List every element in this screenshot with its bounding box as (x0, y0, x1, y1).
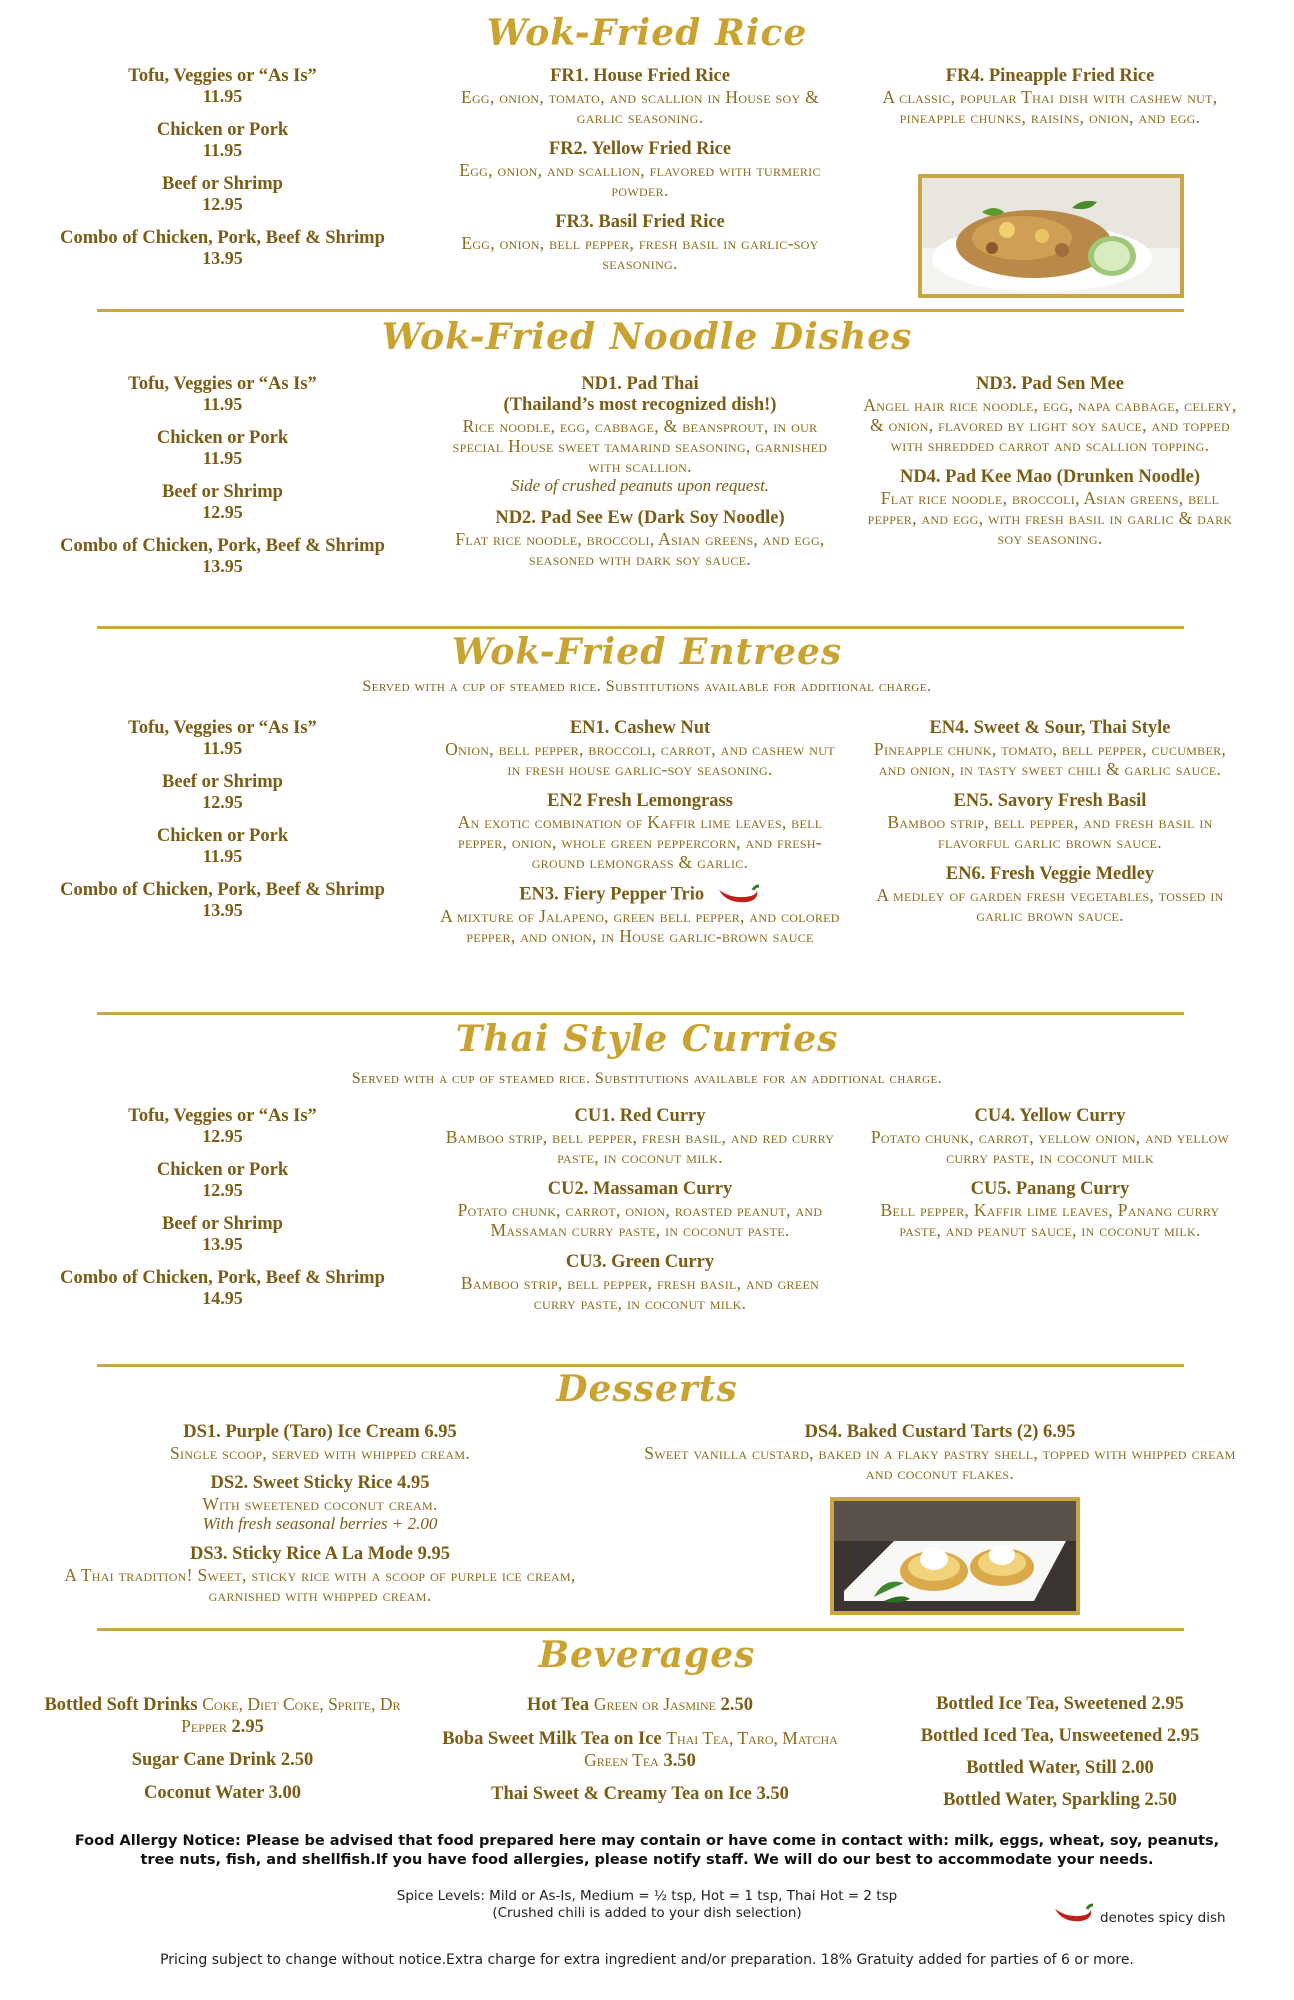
price-value: 11.95 (202, 86, 243, 106)
beverage-item: Bottled Water, Sparkling 2.50 (943, 1790, 1177, 1810)
price-value: 12.95 (202, 1126, 243, 1146)
dish-desc: Pineapple chunk, tomato, bell pepper, cucumber, and onion, in tasty sweet chili & garlic sauce. (873, 739, 1227, 779)
pineapple-fried-rice-photo (918, 174, 1184, 298)
price-value: 11.95 (202, 846, 243, 866)
dish-desc: Egg, onion, tomato, and scallion in House soy & garlic seasoning. (460, 87, 820, 127)
dish-name: EN5. Savory Fresh Basil (953, 791, 1147, 811)
dish-desc: Egg, onion, bell pepper, fresh basil in garlic-soy seasoning. (461, 233, 819, 273)
rice-price-list (40, 66, 405, 282)
beverage-price: 3.50 (663, 1751, 696, 1771)
price-name: Beef or Shrimp (162, 482, 283, 502)
dish-desc: Bamboo strip, bell pepper, and fresh basil in flavorful garlic brown sauce. (887, 812, 1213, 852)
entree-dishes-right (860, 718, 1240, 937)
beverage-item: Bottled Iced Tea, Unsweetened 2.95 (920, 1726, 1200, 1746)
beverage-item: Sugar Cane Drink 2.50 (131, 1750, 314, 1770)
beverage-item (440, 1694, 840, 1716)
price-name: Beef or Shrimp (162, 1214, 283, 1234)
section-divider (97, 1628, 1184, 1631)
dish-desc: Onion, bell pepper, broccoli, carrot, and cashew nut in fresh house garlic-soy seasoning. (445, 739, 835, 779)
beverage-item (40, 1694, 405, 1738)
dish-name: ND3. Pad Sen Mee (976, 374, 1124, 394)
dish-desc: Egg, onion, and scallion, flavored with turmeric powder. (459, 160, 821, 200)
price-name: Chicken or Pork (156, 120, 289, 140)
price-value: 11.95 (202, 738, 243, 758)
beverage-col-1 (40, 1694, 405, 1816)
spice-note: (Crushed chili is added to your dish selection) (492, 1905, 802, 1921)
price-value: 13.95 (202, 248, 243, 268)
price-name: Beef or Shrimp (162, 174, 283, 194)
price-value: 11.95 (202, 448, 243, 468)
section-title-beverages: Beverages (538, 1634, 756, 1676)
curry-dishes-right (860, 1106, 1240, 1252)
dish-desc: Flat rice noodle, broccoli, Asian greens, bell pepper, and egg, with fresh basil in garlic & dark soy seasoning. (867, 488, 1233, 548)
dish-name: DS2. Sweet Sticky Rice 4.95 (210, 1473, 430, 1493)
beverage-price: 2.50 (720, 1695, 754, 1715)
spicy-legend: denotes spicy dish (1100, 1910, 1226, 1926)
dish-subtitle: (Thailand’s most recognized dish!) (503, 395, 777, 415)
section-divider (97, 626, 1184, 629)
dish-desc: Potato chunk, carrot, yellow onion, and yellow curry paste, in coconut milk (870, 1127, 1230, 1167)
dish-desc: Potato chunk, carrot, onion, roasted peanut, and Massaman curry paste, in coconut paste. (457, 1200, 823, 1240)
dish-desc: A medley of garden fresh vegetables, tossed in garlic brown sauce. (876, 885, 1224, 925)
beverage-col-3 (880, 1694, 1240, 1822)
curries-note: Served with a cup of steamed rice. Substitutions available for an additional charge. (351, 1070, 943, 1087)
beverage-name: Bottled Soft Drinks (44, 1695, 198, 1715)
price-name: Beef or Shrimp (162, 772, 283, 792)
dessert-list-left (40, 1422, 600, 1617)
dish-desc: Single scoop, served with whipped cream. (169, 1443, 471, 1463)
spice-levels: Spice Levels: Mild or As-Is, Medium = ½ tsp, Hot = 1 tsp, Thai Hot = 2 tsp (396, 1888, 898, 1904)
price-name: Combo of Chicken, Pork, Beef & Shrimp (60, 536, 385, 556)
beverage-item: Thai Sweet & Creamy Tea on Ice 3.50 (491, 1784, 789, 1804)
price-name: Combo of Chicken, Pork, Beef & Shrimp (60, 880, 385, 900)
dish-name (440, 884, 840, 906)
section-title-curries: Thai Style Curries (455, 1018, 839, 1060)
dish-name: DS3. Sticky Rice A La Mode 9.95 (189, 1544, 451, 1564)
price-name: Combo of Chicken, Pork, Beef & Shrimp (60, 228, 385, 248)
price-value: 13.95 (202, 556, 243, 576)
dish-desc: Rice noodle, egg, cabbage, & beansprout, in our special House sweet tamarind seasoning, garnished with scallion. (452, 416, 828, 476)
dish-desc: Flat rice noodle, broccoli, Asian greens, and egg, seasoned with dark soy sauce. (455, 529, 825, 569)
dish-name: ND1. Pad Thai (581, 374, 699, 394)
price-name: Tofu, Veggies or “As Is” (128, 718, 317, 738)
price-value: 13.95 (202, 1234, 243, 1254)
noodle-dishes-middle (440, 374, 840, 581)
section-title-noodles: Wok-Fried Noodle Dishes (381, 316, 913, 358)
price-value: 12.95 (202, 502, 243, 522)
rice-dishes-middle (440, 66, 840, 285)
dish-name: ND4. Pad Kee Mao (Drunken Noodle) (899, 467, 1201, 487)
beverage-item (440, 1728, 840, 1772)
beverage-name: Hot Tea (526, 1695, 590, 1715)
section-divider (97, 1012, 1184, 1015)
price-value: 12.95 (202, 194, 243, 214)
price-name: Chicken or Pork (156, 1160, 289, 1180)
dish-desc: Bamboo strip, bell pepper, fresh basil, and red curry paste, in coconut milk. (445, 1127, 835, 1167)
dish-name: CU4. Yellow Curry (974, 1106, 1126, 1126)
beverage-desc: Coke, Diet Coke, Sprite, Dr Pepper (181, 1694, 401, 1736)
noodle-dishes-right (860, 374, 1240, 560)
dish-desc: Bell pepper, Kaffir lime leaves, Panang curry paste, and peanut sauce, in coconut milk. (880, 1200, 1220, 1240)
price-value: 12.95 (202, 1180, 243, 1200)
price-value: 14.95 (202, 1288, 243, 1308)
price-value: 11.95 (202, 140, 243, 160)
noodle-price-list (40, 374, 405, 590)
section-divider (97, 1364, 1184, 1367)
price-value: 12.95 (202, 792, 243, 812)
price-name: Tofu, Veggies or “As Is” (128, 374, 317, 394)
beverage-desc: Green or Jasmine (593, 1694, 717, 1714)
price-name: Chicken or Pork (156, 428, 289, 448)
price-name: Combo of Chicken, Pork, Beef & Shrimp (60, 1268, 385, 1288)
beverage-item: Coconut Water 3.00 (143, 1783, 302, 1803)
dish-name: FR3. Basil Fried Rice (555, 212, 725, 232)
beverage-item: Bottled Ice Tea, Sweetened 2.95 (936, 1694, 1184, 1714)
dish-name: EN4. Sweet & Sour, Thai Style (929, 718, 1171, 738)
entrees-note: Served with a cup of steamed rice. Substitutions available for additional charge. (362, 678, 932, 695)
allergy-notice: Food Allergy Notice: Please be advised that food prepared here may contain or have come in contact with: milk, eggs, wheat, soy, peanuts, tree nuts, fish, and shellfish.If you have food allergies, please notify staff. We will do our best to accommodate your needs. (74, 1833, 1220, 1868)
pricing-notice: Pricing subject to change without notice.Extra charge for extra ingredient and/or preparation. 18% Gratuity added for parties of 6 or more. (160, 1952, 1134, 1968)
dish-name: DS1. Purple (Taro) Ice Cream 6.95 (183, 1422, 457, 1442)
dish-name: FR1. House Fried Rice (550, 66, 730, 86)
dish-name: DS4. Baked Custard Tarts (2) 6.95 (804, 1422, 1076, 1442)
price-name: Tofu, Veggies or “As Is” (128, 1106, 317, 1126)
dish-name: FR2. Yellow Fried Rice (548, 139, 732, 159)
dish-desc: Angel hair rice noodle, egg, napa cabbage, celery, & onion, flavored by light soy sauce, and topped with shredded carrot and scallion topping. (863, 395, 1237, 455)
dish-name: CU1. Red Curry (574, 1106, 706, 1126)
section-divider (97, 309, 1184, 312)
dish-name: EN2 Fresh Lemongrass (547, 791, 733, 811)
entree-price-list (40, 718, 405, 934)
chili-pepper-icon (715, 884, 761, 906)
dish-desc: An exotic combination of Kaffir lime leaves, bell pepper, onion, whole green peppercorn, and fresh-ground lemongrass & garlic. (457, 812, 823, 872)
chili-pepper-icon (1052, 1903, 1096, 1925)
dish-name: FR4. Pineapple Fried Rice (945, 66, 1155, 86)
dish-desc: Bamboo strip, bell pepper, fresh basil, and green curry paste, in coconut milk. (460, 1273, 820, 1313)
beverage-name: Boba Sweet Milk Tea on Ice (442, 1729, 662, 1749)
dish-name: CU5. Panang Curry (970, 1179, 1130, 1199)
price-name: Chicken or Pork (156, 826, 289, 846)
dish-name: EN6. Fresh Veggie Medley (945, 864, 1155, 884)
custard-tarts-photo (830, 1497, 1080, 1615)
curry-dishes-middle (440, 1106, 840, 1325)
dish-desc: A Thai tradition! Sweet, sticky rice with a scoop of purple ice cream, garnished with whipped cream. (64, 1565, 576, 1605)
dish-desc: With sweetened coconut cream. (202, 1494, 438, 1514)
dish-name: CU3. Green Curry (565, 1252, 715, 1272)
dish-desc: Sweet vanilla custard, baked in a flaky pastry shell, topped with whipped cream and coconut flakes. (644, 1443, 1236, 1483)
dish-name: ND2. Pad See Ew (Dark Soy Noodle) (495, 508, 785, 528)
dish-name: CU2. Massaman Curry (547, 1179, 733, 1199)
beverage-price: 2.95 (231, 1717, 264, 1737)
dish-note: With fresh seasonal berries + 2.00 (202, 1514, 438, 1533)
section-title-rice: Wok-Fried Rice (486, 12, 808, 54)
dish-note: Side of crushed peanuts upon request. (510, 476, 770, 495)
beverage-desc: Thai Tea, Taro, Matcha Green Tea (584, 1728, 838, 1770)
price-value: 13.95 (202, 900, 243, 920)
dish-name: EN1. Cashew Nut (569, 718, 711, 738)
section-title-entrees: Wok-Fried Entrees (451, 631, 843, 673)
curry-price-list (40, 1106, 405, 1322)
dish-desc: A classic, popular Thai dish with cashew nut, pineapple chunks, raisins, onion, and egg. (882, 87, 1218, 127)
price-value: 11.95 (202, 394, 243, 414)
beverage-item: Bottled Water, Still 2.00 (966, 1758, 1154, 1778)
dish-desc: A mixture of Jalapeno, green bell pepper, and colored pepper, and onion, in House garlic-brown sauce (440, 906, 840, 946)
price-name: Tofu, Veggies or “As Is” (128, 66, 317, 86)
rice-dishes-right (860, 66, 1240, 139)
entree-dishes-middle (440, 718, 840, 958)
section-title-desserts: Desserts (556, 1368, 738, 1410)
dish-name-text: EN3. Fiery Pepper Trio (519, 884, 705, 905)
dessert-list-right (640, 1422, 1240, 1495)
beverage-col-2 (440, 1694, 840, 1817)
